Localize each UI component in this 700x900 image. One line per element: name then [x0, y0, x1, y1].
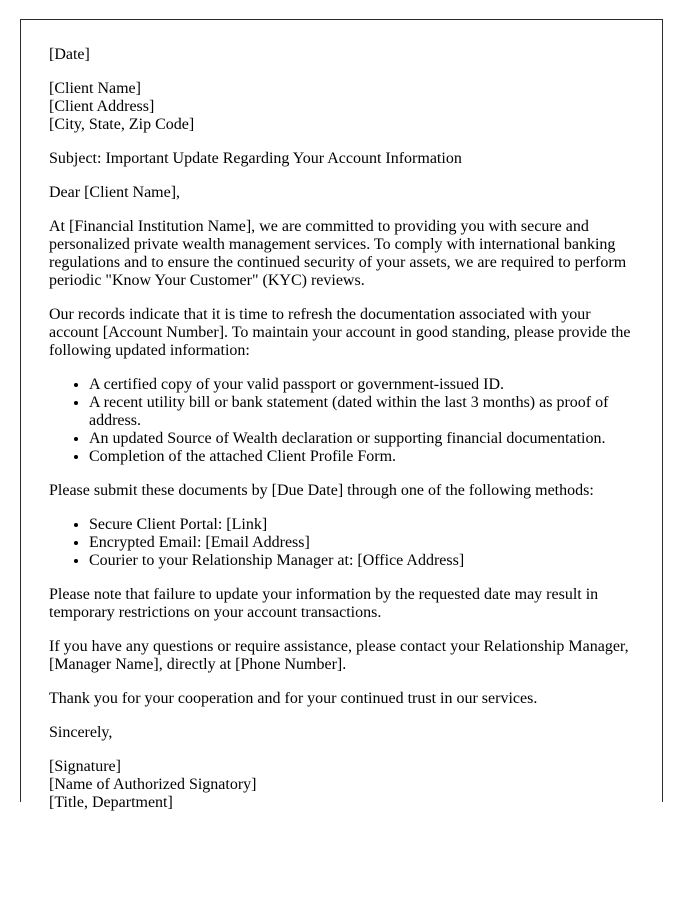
date-line: [Date] — [49, 46, 90, 63]
warning-paragraph: Please note that failure to update your information by the requested date may result in temporary restrictions on your account transactions. — [49, 586, 599, 621]
salutation: Dear [Client Name], — [49, 184, 181, 201]
required-documents-list — [49, 376, 640, 466]
list-item: • Completion of the attached Client Profile Form. — [89, 448, 640, 466]
submit-paragraph: Please submit these documents by [Due Date] through one of the following methods: — [49, 482, 594, 499]
letter-page — [20, 19, 663, 811]
recipient-city-state-zip: [City, State, Zip Code] — [49, 116, 195, 133]
list-item: • A certified copy of your valid passport or government-issued ID. — [89, 376, 640, 394]
signature-line: [Signature] — [49, 758, 121, 775]
list-item: • Secure Client Portal: [Link] — [89, 516, 640, 534]
recipient-address: [Client Address] — [49, 98, 155, 115]
recipient-name: [Client Name] — [49, 80, 141, 97]
list-item: • Encrypted Email: [Email Address] — [89, 534, 640, 552]
closing: Sincerely, — [49, 724, 113, 741]
recipient-block — [49, 80, 640, 134]
contact-paragraph: If you have any questions or require assistance, please contact your Relationship Manager, [Manager Name], directly at [Phone Number]. — [49, 638, 629, 673]
submission-methods-list — [49, 516, 640, 570]
signatory-title-line: [Title, Department] — [49, 794, 173, 811]
signature-block — [49, 758, 640, 812]
list-item: • Courier to your Relationship Manager at: [Office Address] — [89, 552, 640, 570]
list-item: • A recent utility bill or bank statement (dated within the last 3 months) as proof of address. — [89, 394, 640, 430]
records-paragraph: Our records indicate that it is time to refresh the documentation associated with your account [Account Number]. To maintain your account in good standing, please provide the following updated information: — [49, 306, 631, 359]
thanks-paragraph: Thank you for your cooperation and for your continued trust in our services. — [49, 690, 538, 707]
subject-line: Subject: Important Update Regarding Your Account Information — [49, 150, 462, 167]
intro-paragraph: At [Financial Institution Name], we are committed to providing you with secure and personalized private wealth management services. To comply with international banking regulations and to ensure the continued security of your assets, we are required to perform periodic "Know Your Customer" (KYC) reviews. — [49, 218, 627, 289]
list-item: • An updated Source of Wealth declaration or supporting financial documentation. — [89, 430, 640, 448]
signatory-name-line: [Name of Authorized Signatory] — [49, 776, 257, 793]
